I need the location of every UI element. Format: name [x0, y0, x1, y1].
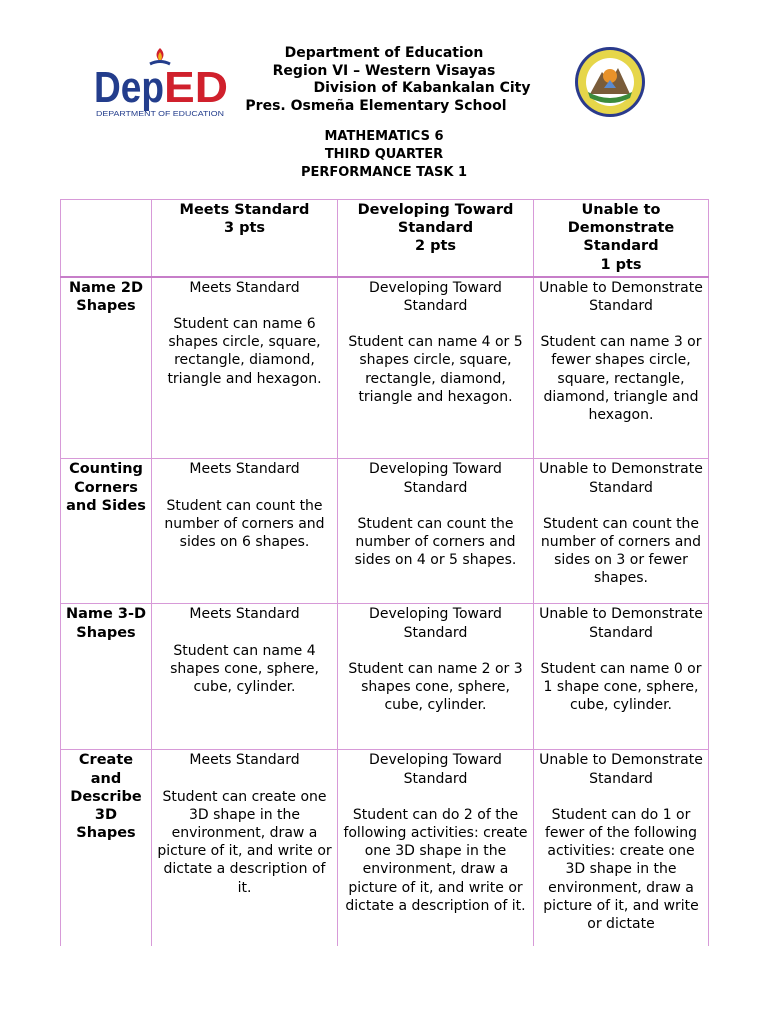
cell-description: Student can name 4 shapes cone, sphere, cube, cylinder. [170, 642, 319, 695]
cell-label: Developing Toward Standard [369, 752, 502, 787]
cell-label: Meets Standard [189, 461, 300, 478]
cell-description: Student can name 6 shapes circle, square, rectangle, diamond, triangle and hexagon. [167, 316, 322, 387]
header-title: Unable to Demonstrate Standard [567, 202, 675, 255]
criterion-cell: Counting Corners and Sides [61, 459, 152, 604]
cell-description: Student can name 3 or fewer shapes circle, square, rectangle, diamond, triangle and hexagon. [540, 334, 702, 424]
rubric-cell [152, 277, 338, 459]
subject-title: MATHEMATICS 6 [324, 129, 444, 144]
criterion-cell: Name 3-D Shapes [61, 604, 152, 750]
cell-description: Student can count the number of corners and sides on 3 or fewer shapes. [540, 515, 702, 587]
header-line-division: Division of Kabankalan City [313, 80, 531, 96]
document-subheader [200, 128, 568, 182]
deped-logo-caption: DEPARTMENT OF EDUCATION [96, 109, 224, 118]
header-line-department: Department of Education [284, 45, 484, 61]
rubric-cell [534, 277, 709, 459]
cell-label: Meets Standard [189, 752, 300, 769]
rubric-row [61, 277, 709, 459]
cell-label: Unable to Demonstrate Standard [539, 606, 703, 641]
cell-label: Meets Standard [189, 279, 300, 296]
header-line-region: Region VI – Western Visayas [272, 62, 496, 79]
header-title: Developing Toward Standard [357, 202, 514, 237]
cell-label: Developing Toward Standard [369, 606, 502, 641]
cell-label: Meets Standard [189, 606, 300, 623]
header-title: Meets Standard [179, 202, 310, 218]
rubric-cell [534, 604, 709, 750]
cell-description: Student can do 2 of the following activities: create one 3D shape in the environment, draw a picture of it, and write or dictate a description of it. [343, 806, 528, 914]
document-header [200, 45, 568, 115]
header-points: 2 pts [414, 238, 457, 255]
rubric-cell [152, 459, 338, 604]
rubric-cell [534, 750, 709, 950]
header-developing [338, 200, 534, 277]
header-points: 3 pts [223, 220, 266, 237]
header-meets [152, 200, 338, 277]
cell-description: Student can name 0 or 1 shape cone, sphere, cube, cylinder. [540, 660, 702, 714]
criterion-cell: Name 2D Shapes [61, 277, 152, 459]
svg-text:ED: ED [164, 63, 228, 112]
cell-label: Unable to Demonstrate Standard [539, 279, 703, 315]
rubric-table [60, 199, 709, 950]
rubric-cell [338, 750, 534, 950]
cell-label: Developing Toward Standard [369, 461, 502, 496]
task-title: PERFORMANCE TASK 1 [300, 165, 468, 180]
rubric-row [61, 604, 709, 750]
rubric-cell [152, 750, 338, 950]
school-seal-logo [574, 46, 646, 118]
rubric-header-row [61, 200, 709, 277]
rubric-row [61, 750, 709, 950]
header-empty-cell [61, 200, 152, 277]
rubric-row [61, 459, 709, 604]
header-unable [534, 200, 709, 277]
cell-description: Student can create one 3D shape in the environment, draw a picture of it, and write or dictate a description of it. [157, 788, 332, 896]
cell-description: Student can do 1 or fewer of the following activities: create one 3D shape in the environment, draw a picture of it, and write or dictate [543, 806, 699, 932]
page-bottom-margin [0, 946, 768, 1024]
cell-description: Student can name 2 or 3 shapes cone, sphere, cube, cylinder. [348, 660, 523, 714]
cell-label: Unable to Demonstrate Standard [539, 461, 703, 496]
rubric-cell [152, 604, 338, 750]
cell-label: Developing Toward Standard [369, 279, 502, 315]
criterion-cell: Create and Describe 3D Shapes [61, 750, 152, 950]
rubric-cell [338, 277, 534, 459]
cell-description: Student can count the number of corners and sides on 4 or 5 shapes. [354, 515, 517, 569]
header-line-school: Pres. Osmeña Elementary School [245, 97, 507, 114]
rubric-cell [338, 604, 534, 750]
header-points: 1 pts [600, 256, 642, 273]
rubric-cell [534, 459, 709, 604]
quarter-title: THIRD QUARTER [324, 147, 444, 162]
cell-description: Student can name 4 or 5 shapes circle, square, rectangle, diamond, triangle and hexagon. [348, 334, 523, 405]
rubric-cell [338, 459, 534, 604]
cell-description: Student can count the number of corners and sides on 6 shapes. [164, 497, 325, 550]
svg-text:Dep: Dep [94, 63, 164, 112]
cell-label: Unable to Demonstrate Standard [539, 752, 703, 787]
